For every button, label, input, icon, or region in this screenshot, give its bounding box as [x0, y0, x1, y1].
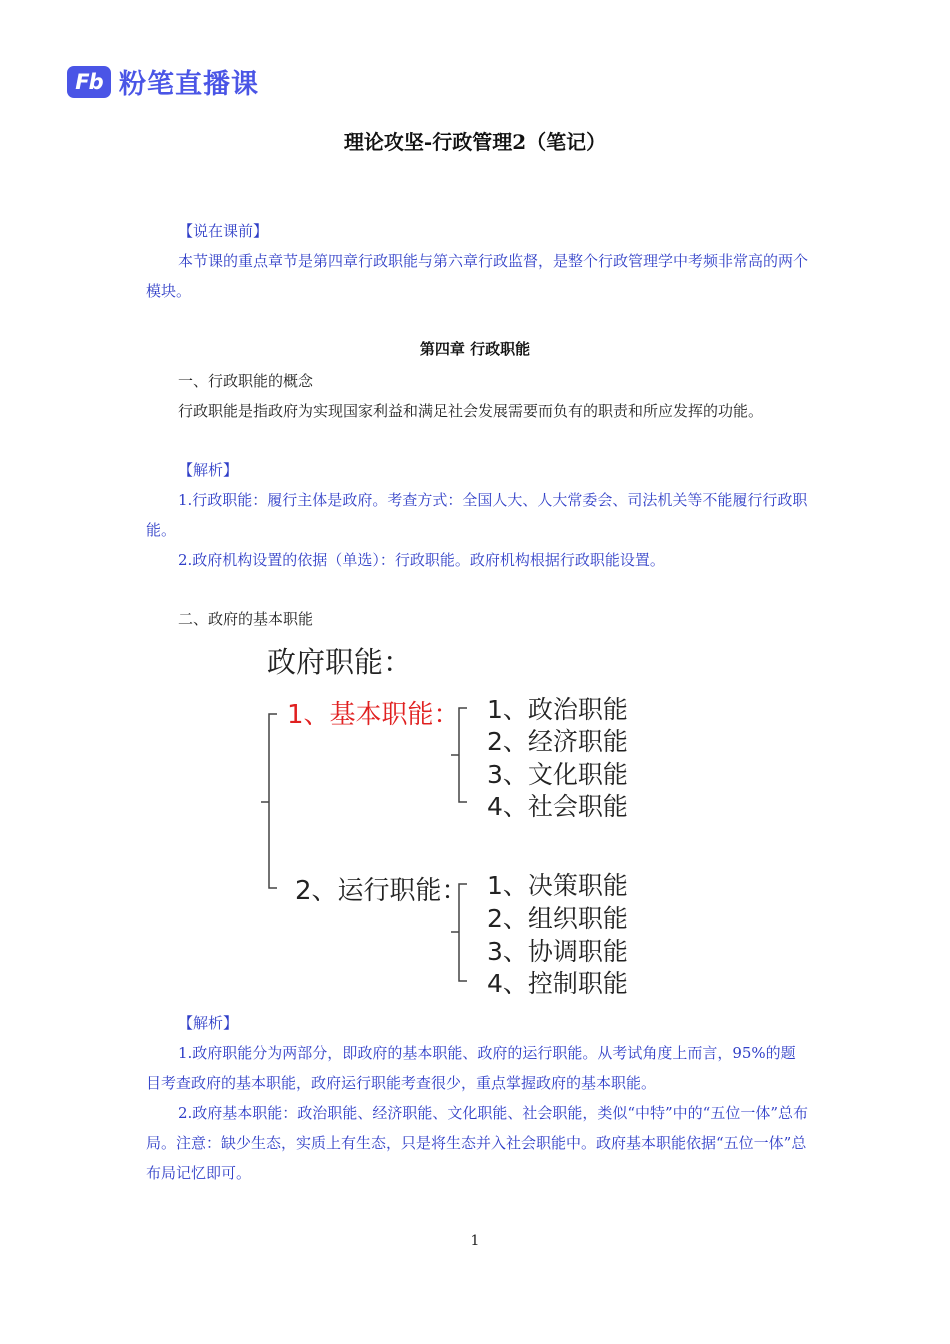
- fenbi-logo: [67, 62, 259, 101]
- analysis2-item: 2.政府基本职能：政治职能、经济职能、文化职能、社会职能，类似“中特”中的“五位一体”总布局。注意：缺少生态，实质上有生态，只是将生态并入社会职能中。政府基本职能依据“五位一体”总布局记忆即可。: [146, 1104, 808, 1182]
- basic-function-item: 4、社会职能: [487, 792, 628, 821]
- section1-text: 行政职能是指政府为实现国家利益和满足社会发展需要而负有的职责和所应发挥的功能。: [178, 402, 764, 420]
- intro-heading: 【说在课前】: [178, 222, 269, 240]
- run-function-item: 2、组织职能: [487, 904, 628, 933]
- section2-heading: 二、政府的基本职能: [178, 610, 314, 628]
- chapter-title: 第四章 行政职能: [419, 340, 531, 358]
- section1-heading: 一、行政职能的概念: [178, 372, 314, 390]
- basic-function-item: 2、经济职能: [487, 727, 628, 756]
- basic-functions-label: 1、基本职能：: [287, 700, 460, 730]
- analysis1-item: 2.政府机构设置的依据（单选）：行政职能。政府机构根据行政职能设置。: [178, 551, 665, 569]
- fb-logo-icon: Fb: [67, 66, 111, 98]
- analysis2-heading: 【解析】: [178, 1014, 239, 1032]
- government-functions-diagram: [255, 638, 675, 998]
- analysis1-item: 1.行政职能：履行主体是政府。考查方式：全国人大、人大常委会、司法机关等不能履行行政职能。: [146, 491, 808, 539]
- basic-function-item: 3、文化职能: [487, 760, 628, 789]
- document-title: 理论攻坚-行政管理2（笔记）: [343, 130, 607, 154]
- intro-text: 本节课的重点章节是第四章行政职能与第六章行政监督，是整个行政管理学中考频非常高的两个模块。: [146, 252, 809, 300]
- page-number: 1: [470, 1233, 480, 1249]
- run-function-item: 1、决策职能: [487, 871, 628, 900]
- diagram-title: 政府职能：: [267, 645, 413, 679]
- analysis2-item: 1.政府职能分为两部分，即政府的基本职能、政府的运行职能。从考试角度上而言，95%的题目考查政府的基本职能，政府运行职能考查很少，重点掌握政府的基本职能。: [146, 1044, 796, 1092]
- run-function-item: 3、协调职能: [487, 937, 628, 966]
- basic-function-item: 1、政治职能: [487, 695, 628, 724]
- analysis1-heading: 【解析】: [178, 461, 239, 479]
- run-functions-label: 2、运行职能：: [295, 876, 468, 906]
- logo-text: 粉笔直播课: [119, 69, 259, 100]
- run-function-item: 4、控制职能: [487, 969, 628, 998]
